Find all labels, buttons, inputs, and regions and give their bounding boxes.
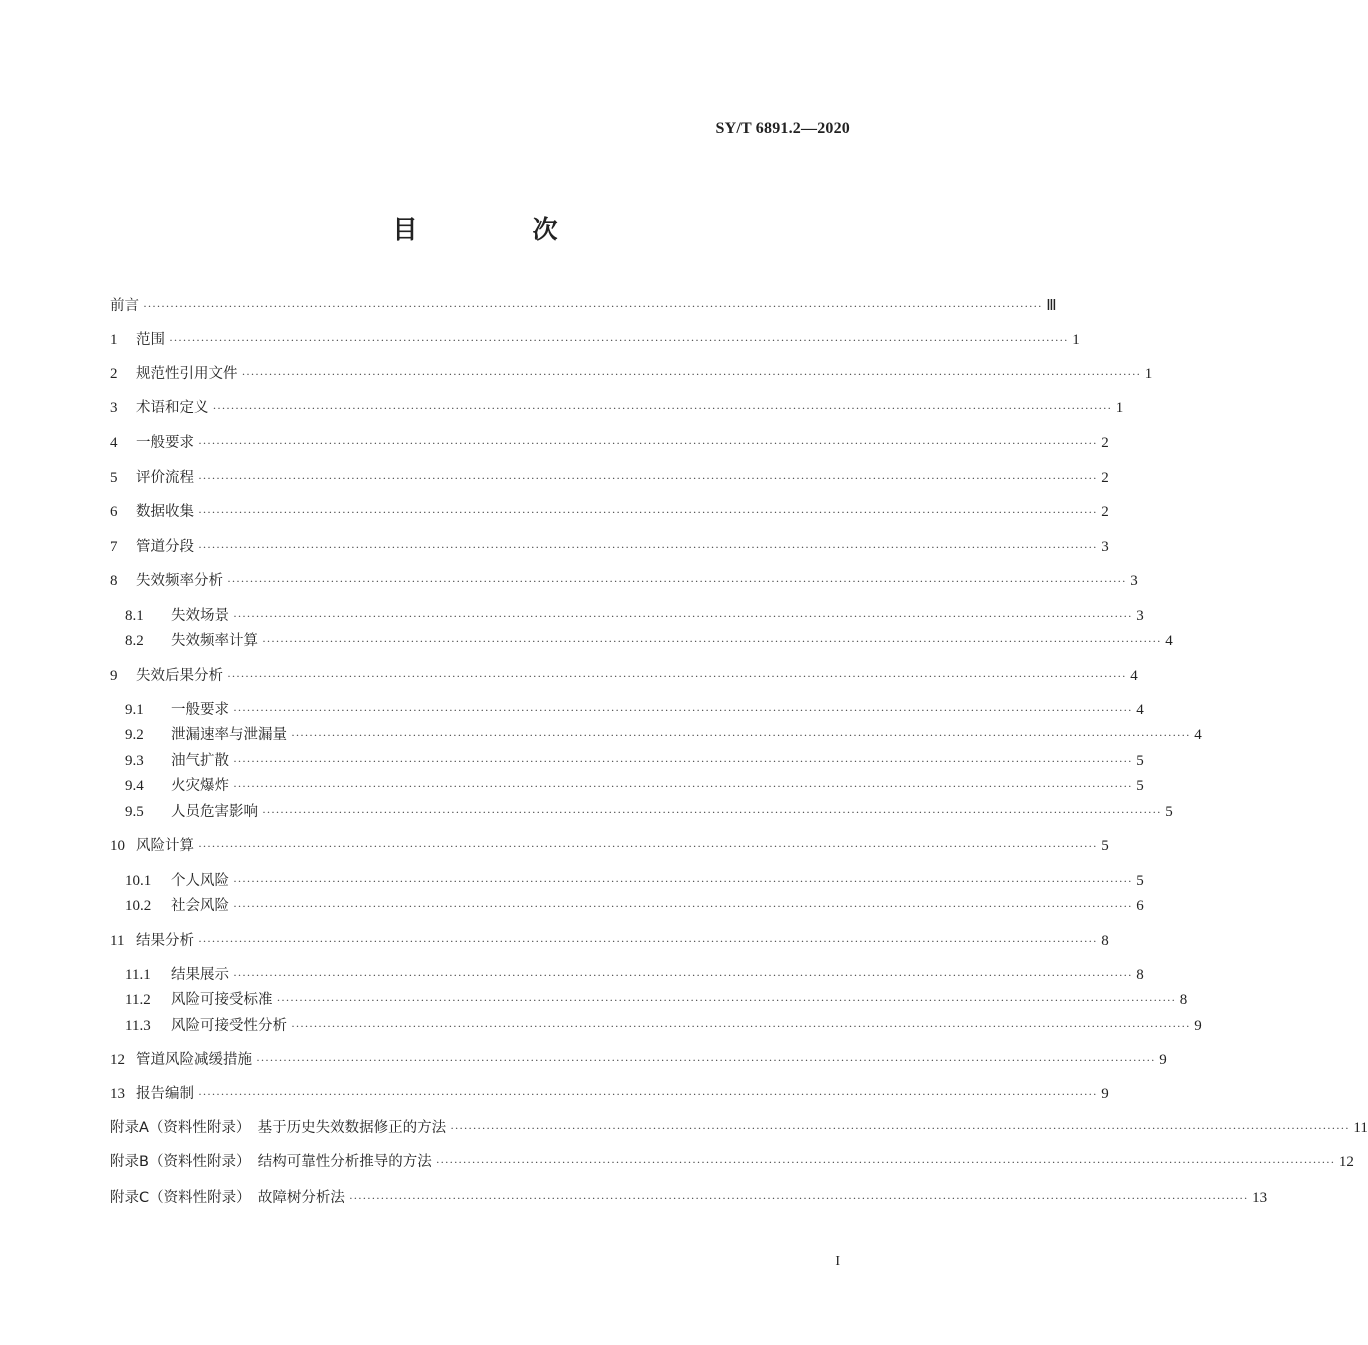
toc-entry-number: 2 (110, 366, 118, 382)
toc-dot-leader: ········································································································································································································ (227, 574, 1127, 588)
toc-dot-leader: ········································································································································································································ (198, 505, 1098, 519)
toc-entry[interactable] (110, 1151, 1354, 1173)
toc-entry[interactable] (125, 801, 1173, 823)
toc-entry[interactable] (125, 989, 1188, 1011)
toc-entry-label: 结果分析 (136, 933, 194, 949)
toc-entry-page: 9 (1194, 1018, 1202, 1034)
toc-entry-number: 3 (110, 400, 118, 416)
toc-entry-page: 13 (1252, 1190, 1268, 1206)
toc-dot-leader: ········································································································································································································ (198, 1087, 1098, 1101)
toc-entry[interactable] (110, 363, 1153, 385)
toc-dot-leader: ········································································································································································································ (233, 874, 1133, 888)
toc-dot-leader: ········································································································································································································ (291, 1019, 1191, 1033)
toc-entry-number: 10 (110, 838, 125, 854)
toc-dot-leader: ········································································································································································································ (233, 754, 1133, 768)
toc-dot-leader: ········································································································································································································ (198, 471, 1098, 485)
toc-entry-label: 规范性引用文件 (136, 366, 238, 382)
toc-entry-number: 8.1 (125, 608, 144, 624)
toc-entry-number: 7 (110, 539, 118, 555)
toc-entry[interactable] (110, 536, 1109, 558)
toc-entry[interactable] (125, 630, 1173, 652)
toc-dot-leader: ········································································································································································································ (450, 1121, 1350, 1135)
toc-entry-page: 2 (1101, 504, 1109, 520)
toc-entry-page: 9 (1101, 1086, 1109, 1102)
toc-entry[interactable] (125, 775, 1144, 797)
toc-entry[interactable] (125, 964, 1144, 986)
toc-dot-leader: ········································································································································································································ (198, 540, 1098, 554)
toc-entry-number: 1 (110, 332, 118, 348)
toc-entry-page: Ⅲ (1046, 298, 1057, 314)
toc-entry-page: 5 (1136, 778, 1144, 794)
toc-entry[interactable] (110, 467, 1109, 489)
toc-entry-label: 一般要求 (171, 702, 229, 718)
toc-entry[interactable] (125, 605, 1144, 627)
toc-entry-number: 9 (110, 668, 118, 684)
toc-entry-number: 10.1 (125, 873, 152, 889)
toc-entry-label: 附录C（资料性附录） 故障树分析法 (110, 1190, 345, 1206)
toc-entry[interactable] (110, 930, 1109, 952)
toc-entry-page: 1 (1072, 332, 1080, 348)
toc-title: 目 次 (392, 215, 603, 244)
toc-dot-leader: ········································································································································································································ (256, 1053, 1156, 1067)
toc-dot-leader: ········································································································································································································ (233, 899, 1133, 913)
toc-entry-page: 5 (1136, 873, 1144, 889)
toc-entry-label: 报告编制 (136, 1086, 194, 1102)
toc-dot-leader: ········································································································································································································ (262, 634, 1162, 648)
toc-entry-label: 失效频率分析 (136, 573, 223, 589)
toc-dot-leader: ········································································································································································································ (169, 333, 1069, 347)
toc-entry-page: 3 (1101, 539, 1109, 555)
toc-entry-page: 2 (1101, 470, 1109, 486)
toc-entry-page: 1 (1115, 400, 1124, 416)
toc-entry-label: 火灾爆炸 (171, 778, 229, 794)
toc-entry-number: 9.4 (125, 778, 144, 794)
toc-entry-page: 8 (1136, 967, 1144, 983)
toc-entry-label: 个人风险 (171, 873, 229, 889)
toc-entry-page: 5 (1101, 838, 1109, 854)
toc-entry-page: 8 (1179, 992, 1188, 1008)
toc-entry-number: 8.2 (125, 633, 144, 649)
toc-entry-label: 失效频率计算 (171, 633, 258, 649)
standard-code: SY/T 6891.2—2020 (715, 120, 850, 137)
toc-entry[interactable] (110, 432, 1109, 454)
toc-entry-number: 13 (110, 1086, 125, 1102)
toc-entry-label: 前言 (110, 298, 139, 314)
toc-entry[interactable] (110, 1083, 1109, 1105)
toc-entry[interactable] (110, 295, 1057, 317)
toc-entry-page: 9 (1159, 1052, 1167, 1068)
toc-entry-label: 风险计算 (136, 838, 194, 854)
toc-entry-number: 9.5 (125, 804, 144, 820)
toc-dot-leader: ········································································································································································································ (198, 839, 1098, 853)
toc-entry-page: 1 (1144, 366, 1153, 382)
toc-entry-page: 5 (1136, 753, 1144, 769)
toc-entry-label: 范围 (136, 332, 165, 348)
toc-entry-label: 风险可接受标准 (171, 992, 273, 1008)
toc-entry[interactable] (125, 750, 1144, 772)
toc-entry-label: 油气扩散 (171, 753, 229, 769)
toc-entry[interactable] (125, 870, 1144, 892)
toc-entry-number: 10.2 (125, 898, 152, 914)
toc-entry-label: 管道分段 (136, 539, 194, 555)
toc-entry-number: 11.2 (125, 992, 151, 1008)
toc-dot-leader: ········································································································································································································ (227, 669, 1127, 683)
toc-dot-leader: ········································································································································································································ (233, 968, 1133, 982)
toc-dot-leader: ········································································································································································································ (348, 1191, 1249, 1205)
toc-entry[interactable] (110, 329, 1080, 351)
toc-entry-number: 12 (110, 1052, 125, 1068)
toc-entry-label: 社会风险 (171, 898, 229, 914)
toc-dot-leader: ········································································································································································································ (143, 299, 1043, 313)
toc-entry[interactable] (125, 895, 1144, 917)
toc-dot-leader: ········································································································································································································ (291, 728, 1191, 742)
toc-dot-leader: ········································································································································································································ (435, 1155, 1335, 1169)
toc-entry-page: 3 (1130, 573, 1138, 589)
toc-entry-label: 附录B（资料性附录） 结构可靠性分析推导的方法 (110, 1154, 432, 1170)
toc-entry[interactable] (110, 1187, 1268, 1209)
toc-entry-page: 4 (1136, 702, 1144, 718)
page-number: I (835, 1254, 840, 1269)
toc-entry[interactable] (110, 1049, 1167, 1071)
toc-entry-page: 12 (1338, 1154, 1354, 1170)
toc-entry-label: 结果展示 (171, 967, 229, 983)
toc-entry-label: 评价流程 (136, 470, 194, 486)
toc-entry-label: 泄漏速率与泄漏量 (171, 727, 287, 743)
toc-dot-leader: ········································································································································································································ (233, 703, 1133, 717)
toc-entry-number: 4 (110, 435, 118, 451)
toc-entry[interactable] (125, 1015, 1202, 1037)
toc-entry[interactable] (110, 1117, 1368, 1139)
toc-dot-leader: ········································································································································································································ (262, 805, 1162, 819)
toc-entry-label: 失效后果分析 (136, 668, 223, 684)
toc-dot-leader: ········································································································································································································ (233, 779, 1133, 793)
toc-entry-number: 9.2 (125, 727, 144, 743)
toc-entry-page: 8 (1101, 933, 1109, 949)
toc-entry-page: 3 (1136, 608, 1144, 624)
toc-entry[interactable] (110, 570, 1138, 592)
toc-entry-page: 2 (1101, 435, 1109, 451)
toc-entry[interactable] (110, 397, 1124, 419)
toc-entry-number: 11.3 (125, 1018, 151, 1034)
toc-dot-leader: ········································································································································································································ (198, 934, 1098, 948)
toc-entry-label: 术语和定义 (136, 400, 209, 416)
toc-entry-number: 11.1 (125, 967, 151, 983)
toc-entry[interactable] (110, 665, 1138, 687)
toc-dot-leader: ········································································································································································································ (212, 401, 1112, 415)
toc-entry-number: 9.3 (125, 753, 144, 769)
toc-entry-label: 一般要求 (136, 435, 194, 451)
toc-entry[interactable] (110, 501, 1109, 523)
toc-entry-label: 失效场景 (171, 608, 229, 624)
toc-entry-page: 6 (1136, 898, 1144, 914)
toc-entry-label: 人员危害影响 (171, 804, 258, 820)
toc-entry-label: 管道风险减缓措施 (136, 1052, 252, 1068)
toc-entry-number: 8 (110, 573, 118, 589)
table-of-contents (110, 0, 1368, 1345)
toc-dot-leader: ········································································································································································································ (241, 367, 1141, 381)
toc-entry-page: 4 (1194, 727, 1202, 743)
toc-entry-label: 数据收集 (136, 504, 194, 520)
toc-entry[interactable] (110, 835, 1109, 857)
toc-dot-leader: ········································································································································································································ (233, 609, 1133, 623)
toc-entry-page: 11 (1353, 1120, 1368, 1136)
toc-entry-label: 附录A（资料性附录） 基于历史失效数据修正的方法 (110, 1120, 447, 1136)
toc-entry-number: 6 (110, 504, 118, 520)
toc-entry-number: 5 (110, 470, 118, 486)
toc-dot-leader: ········································································································································································································ (198, 436, 1098, 450)
toc-entry-page: 5 (1165, 804, 1173, 820)
toc-entry-number: 11 (110, 933, 125, 949)
toc-entry[interactable] (125, 699, 1144, 721)
toc-entry-page: 4 (1165, 633, 1173, 649)
toc-entry-page: 4 (1130, 668, 1138, 684)
toc-entry-label: 风险可接受性分析 (171, 1018, 287, 1034)
toc-entry[interactable] (125, 724, 1202, 746)
toc-dot-leader: ········································································································································································································ (276, 993, 1176, 1007)
toc-entry-number: 9.1 (125, 702, 144, 718)
